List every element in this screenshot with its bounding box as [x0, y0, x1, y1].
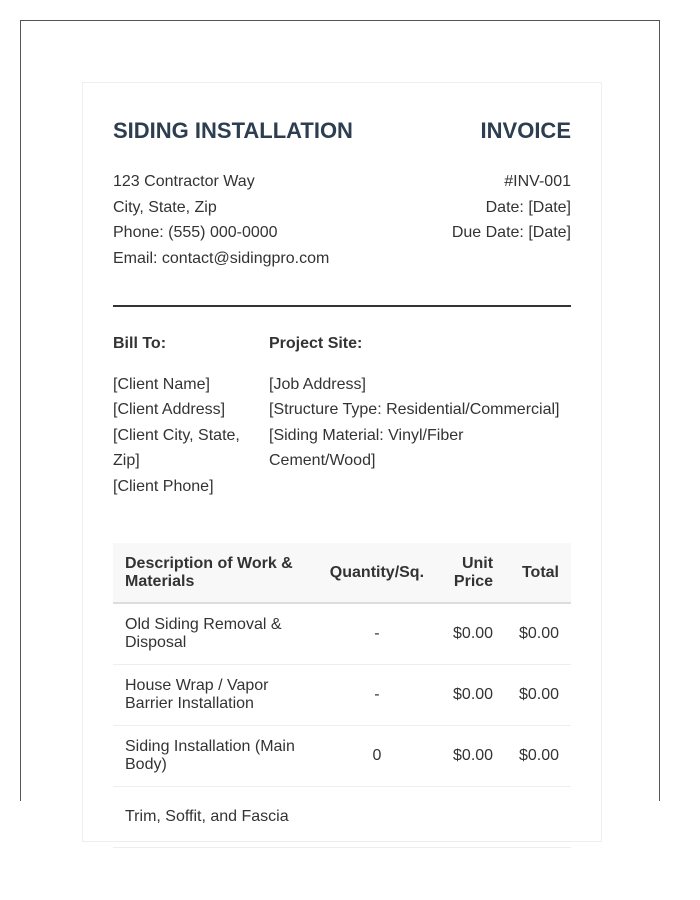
table-row [113, 665, 571, 726]
bill-to-line: [Client Phone] [113, 477, 214, 495]
header-quantity: Quantity/Sq. [315, 543, 440, 603]
row-quantity: - [315, 603, 440, 665]
invoice-date: Date: [Date] [485, 198, 571, 216]
company-email: Email: contact@sidingpro.com [113, 249, 330, 267]
header-total: Total [505, 543, 571, 603]
project-site-heading: Project Site: [269, 335, 363, 352]
line-items-table [113, 543, 571, 848]
header-divider [113, 305, 571, 307]
invoice-meta [452, 169, 571, 246]
project-site-line: [Siding Material: Vinyl/Fiber Cement/Wood] [269, 426, 464, 470]
row-unit-price: $0.00 [439, 665, 505, 726]
row-quantity: - [315, 665, 440, 726]
invoice-number: #INV-001 [504, 173, 571, 190]
row-total: $0.00 [505, 665, 571, 726]
header-unit-price: Unit Price [439, 543, 505, 603]
company-info [113, 169, 329, 271]
invoice-header [113, 118, 571, 148]
row-quantity: 0 [315, 726, 440, 787]
row-unit-price [439, 787, 505, 848]
bill-to-line: [Client City, State, Zip] [113, 426, 240, 470]
row-description: House Wrap / Vapor Barrier Installation [113, 665, 315, 726]
row-description: Old Siding Removal & Disposal [113, 603, 315, 665]
row-total [505, 787, 571, 848]
company-phone: Phone: (555) 000-0000 [113, 224, 278, 242]
row-total: $0.00 [505, 603, 571, 665]
row-unit-price: $0.00 [439, 603, 505, 665]
bill-to-heading: Bill To: [113, 335, 167, 352]
company-address: 123 Contractor Way [113, 173, 255, 190]
company-city: City, State, Zip [113, 198, 217, 216]
bill-to-line: [Client Name] [113, 375, 210, 393]
invoice-page [82, 82, 602, 842]
project-site-line: [Job Address] [269, 375, 366, 393]
table-row [113, 603, 571, 665]
row-unit-price: $0.00 [439, 726, 505, 787]
table-row [113, 787, 571, 848]
table-header-row [113, 543, 571, 603]
document-viewport[interactable] [20, 20, 660, 825]
invoice-title: INVOICE [480, 118, 571, 143]
row-quantity [315, 787, 440, 848]
project-site-line: [Structure Type: Residential/Commercial] [269, 401, 560, 419]
bill-to-line: [Client Address] [113, 401, 226, 419]
bill-to-block [113, 331, 253, 500]
row-total: $0.00 [505, 726, 571, 787]
project-site-block [269, 331, 569, 474]
invoice-due-date: Due Date: [Date] [451, 224, 571, 242]
company-name: SIDING INSTALLATION [113, 118, 353, 143]
row-description: Siding Installation (Main Body) [113, 726, 315, 787]
row-description: Trim, Soffit, and Fascia [113, 787, 315, 848]
header-description: Description of Work & Materials [113, 543, 315, 603]
table-row [113, 726, 571, 787]
